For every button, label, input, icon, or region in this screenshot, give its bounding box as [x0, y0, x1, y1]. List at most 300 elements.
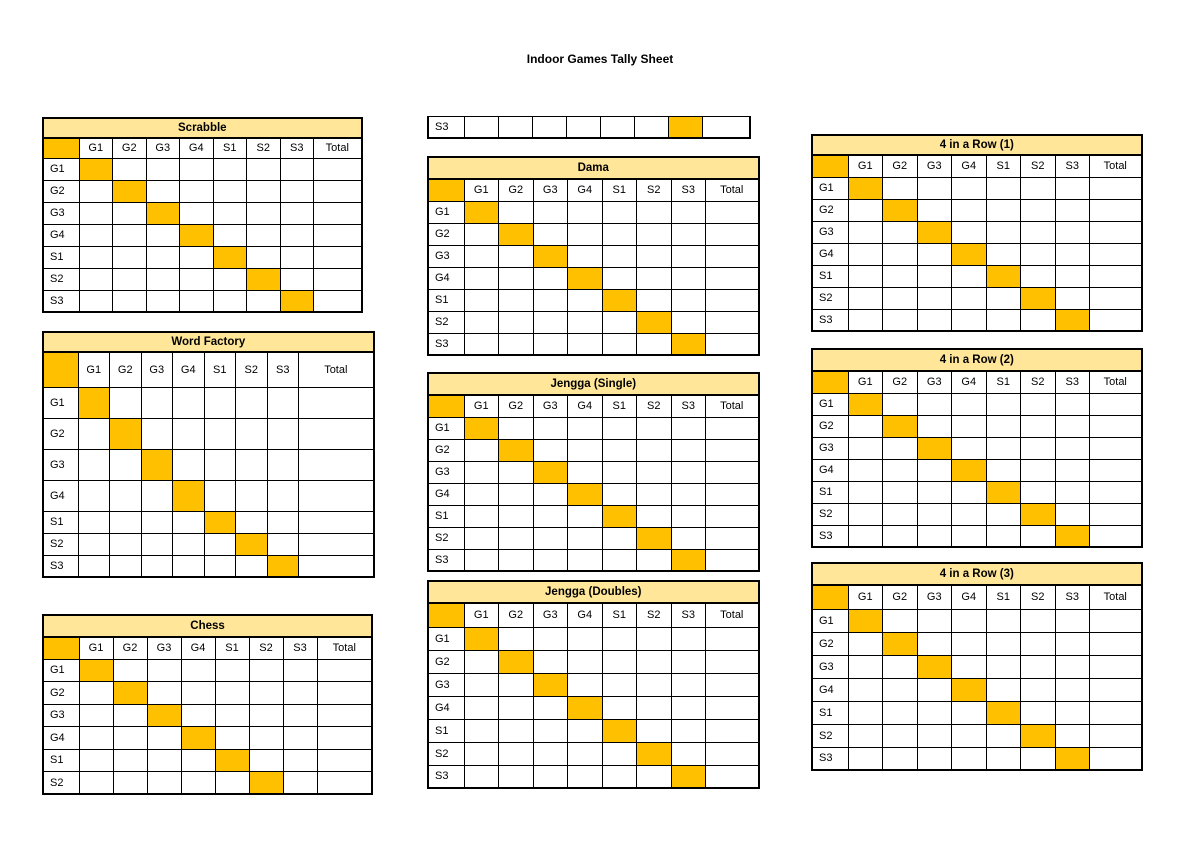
tally-cell[interactable]	[147, 772, 181, 795]
tally-cell[interactable]	[917, 287, 952, 309]
tally-cell[interactable]	[671, 527, 706, 549]
tally-cell[interactable]	[637, 483, 672, 505]
tally-cell[interactable]	[280, 202, 314, 224]
tally-cell[interactable]	[213, 158, 247, 180]
tally-cell[interactable]	[848, 481, 883, 503]
tally-cell[interactable]	[1055, 415, 1090, 437]
tally-cell[interactable]	[952, 437, 987, 459]
total-cell[interactable]	[314, 246, 362, 268]
total-cell[interactable]	[1090, 459, 1142, 481]
tally-cell[interactable]	[533, 505, 568, 527]
total-cell[interactable]	[706, 223, 759, 245]
tally-cell[interactable]	[671, 650, 706, 673]
tally-cell[interactable]	[917, 459, 952, 481]
tally-cell[interactable]	[79, 772, 113, 795]
tally-cell[interactable]	[634, 117, 668, 138]
tally-cell[interactable]	[848, 437, 883, 459]
total-cell[interactable]	[706, 289, 759, 311]
tally-cell[interactable]	[283, 772, 317, 795]
tally-cell[interactable]	[848, 199, 883, 221]
tally-cell[interactable]	[499, 201, 534, 223]
tally-cell[interactable]	[917, 177, 952, 199]
tally-cell[interactable]	[464, 245, 499, 267]
tally-cell[interactable]	[499, 267, 534, 289]
tally-cell[interactable]	[215, 727, 249, 750]
tally-cell[interactable]	[637, 201, 672, 223]
tally-cell[interactable]	[848, 724, 883, 747]
total-cell[interactable]	[317, 772, 372, 795]
tally-cell[interactable]	[236, 480, 268, 511]
tally-cell[interactable]	[173, 449, 205, 480]
tally-cell[interactable]	[499, 417, 534, 439]
tally-cell[interactable]	[1021, 632, 1056, 655]
tally-cell[interactable]	[568, 673, 603, 696]
tally-cell[interactable]	[986, 243, 1021, 265]
tally-cell[interactable]	[79, 202, 113, 224]
tally-cell[interactable]	[146, 290, 180, 312]
tally-cell[interactable]	[917, 393, 952, 415]
tally-cell[interactable]	[1021, 199, 1056, 221]
tally-cell[interactable]	[147, 727, 181, 750]
total-cell[interactable]	[706, 267, 759, 289]
tally-cell[interactable]	[533, 201, 568, 223]
tally-cell[interactable]	[78, 480, 110, 511]
total-cell[interactable]	[317, 749, 372, 772]
tally-cell[interactable]	[952, 481, 987, 503]
tally-cell[interactable]	[113, 246, 147, 268]
total-cell[interactable]	[706, 719, 759, 742]
tally-cell[interactable]	[173, 533, 205, 555]
tally-cell[interactable]	[499, 461, 534, 483]
tally-cell[interactable]	[213, 268, 247, 290]
tally-cell[interactable]	[883, 678, 918, 701]
tally-cell[interactable]	[533, 439, 568, 461]
tally-cell[interactable]	[568, 417, 603, 439]
tally-cell[interactable]	[204, 418, 236, 449]
tally-cell[interactable]	[568, 461, 603, 483]
tally-cell[interactable]	[113, 749, 147, 772]
tally-cell[interactable]	[204, 449, 236, 480]
tally-cell[interactable]	[986, 459, 1021, 481]
tally-cell[interactable]	[499, 245, 534, 267]
tally-cell[interactable]	[848, 459, 883, 481]
tally-cell[interactable]	[180, 268, 214, 290]
tally-cell[interactable]	[280, 224, 314, 246]
tally-cell[interactable]	[79, 682, 113, 705]
tally-cell[interactable]	[533, 289, 568, 311]
tally-cell[interactable]	[1055, 503, 1090, 525]
tally-cell[interactable]	[141, 387, 173, 418]
tally-cell[interactable]	[464, 650, 499, 673]
total-cell[interactable]	[1090, 724, 1142, 747]
total-cell[interactable]	[1090, 221, 1142, 243]
total-cell[interactable]	[1090, 503, 1142, 525]
total-cell[interactable]	[299, 387, 374, 418]
tally-cell[interactable]	[952, 265, 987, 287]
tally-cell[interactable]	[213, 224, 247, 246]
tally-cell[interactable]	[637, 417, 672, 439]
tally-cell[interactable]	[180, 246, 214, 268]
total-cell[interactable]	[299, 480, 374, 511]
total-cell[interactable]	[314, 224, 362, 246]
total-cell[interactable]	[317, 682, 372, 705]
tally-cell[interactable]	[671, 627, 706, 650]
tally-cell[interactable]	[848, 747, 883, 770]
total-cell[interactable]	[706, 461, 759, 483]
tally-cell[interactable]	[600, 117, 634, 138]
tally-cell[interactable]	[637, 245, 672, 267]
tally-cell[interactable]	[986, 393, 1021, 415]
tally-cell[interactable]	[602, 650, 637, 673]
tally-cell[interactable]	[173, 387, 205, 418]
tally-cell[interactable]	[499, 765, 534, 788]
tally-cell[interactable]	[883, 177, 918, 199]
tally-cell[interactable]	[110, 511, 142, 533]
tally-cell[interactable]	[602, 742, 637, 765]
tally-cell[interactable]	[249, 659, 283, 682]
tally-cell[interactable]	[499, 483, 534, 505]
tally-cell[interactable]	[602, 245, 637, 267]
tally-cell[interactable]	[848, 265, 883, 287]
tally-cell[interactable]	[637, 627, 672, 650]
tally-cell[interactable]	[180, 158, 214, 180]
tally-cell[interactable]	[568, 627, 603, 650]
tally-cell[interactable]	[883, 243, 918, 265]
tally-cell[interactable]	[499, 333, 534, 355]
tally-cell[interactable]	[499, 719, 534, 742]
tally-cell[interactable]	[671, 439, 706, 461]
tally-cell[interactable]	[280, 158, 314, 180]
tally-cell[interactable]	[952, 609, 987, 632]
tally-cell[interactable]	[78, 449, 110, 480]
tally-cell[interactable]	[1055, 177, 1090, 199]
tally-cell[interactable]	[113, 158, 147, 180]
tally-cell[interactable]	[180, 290, 214, 312]
tally-cell[interactable]	[986, 287, 1021, 309]
tally-cell[interactable]	[1055, 609, 1090, 632]
tally-cell[interactable]	[533, 696, 568, 719]
tally-cell[interactable]	[568, 650, 603, 673]
tally-cell[interactable]	[1021, 177, 1056, 199]
tally-cell[interactable]	[986, 199, 1021, 221]
tally-cell[interactable]	[499, 505, 534, 527]
tally-cell[interactable]	[499, 311, 534, 333]
tally-cell[interactable]	[602, 439, 637, 461]
tally-cell[interactable]	[215, 682, 249, 705]
tally-cell[interactable]	[78, 533, 110, 555]
total-cell[interactable]	[314, 158, 362, 180]
tally-cell[interactable]	[986, 309, 1021, 331]
tally-cell[interactable]	[1055, 481, 1090, 503]
tally-cell[interactable]	[671, 417, 706, 439]
tally-cell[interactable]	[173, 511, 205, 533]
tally-cell[interactable]	[1021, 655, 1056, 678]
tally-cell[interactable]	[464, 696, 499, 719]
tally-cell[interactable]	[267, 449, 299, 480]
total-cell[interactable]	[706, 439, 759, 461]
tally-cell[interactable]	[637, 673, 672, 696]
tally-cell[interactable]	[1021, 221, 1056, 243]
tally-cell[interactable]	[113, 202, 147, 224]
tally-cell[interactable]	[952, 525, 987, 547]
tally-cell[interactable]	[602, 461, 637, 483]
tally-cell[interactable]	[113, 727, 147, 750]
total-cell[interactable]	[317, 704, 372, 727]
tally-cell[interactable]	[883, 525, 918, 547]
tally-cell[interactable]	[637, 333, 672, 355]
tally-cell[interactable]	[180, 202, 214, 224]
tally-cell[interactable]	[637, 223, 672, 245]
tally-cell[interactable]	[602, 527, 637, 549]
tally-cell[interactable]	[247, 224, 281, 246]
tally-cell[interactable]	[249, 749, 283, 772]
tally-cell[interactable]	[1055, 437, 1090, 459]
tally-cell[interactable]	[267, 533, 299, 555]
tally-cell[interactable]	[533, 417, 568, 439]
tally-cell[interactable]	[637, 650, 672, 673]
tally-cell[interactable]	[917, 525, 952, 547]
tally-cell[interactable]	[602, 765, 637, 788]
tally-cell[interactable]	[146, 158, 180, 180]
total-cell[interactable]	[706, 549, 759, 571]
tally-cell[interactable]	[204, 480, 236, 511]
tally-cell[interactable]	[917, 415, 952, 437]
tally-cell[interactable]	[113, 290, 147, 312]
tally-cell[interactable]	[671, 289, 706, 311]
tally-cell[interactable]	[637, 289, 672, 311]
tally-cell[interactable]	[848, 678, 883, 701]
tally-cell[interactable]	[533, 627, 568, 650]
tally-cell[interactable]	[637, 439, 672, 461]
tally-cell[interactable]	[986, 678, 1021, 701]
tally-cell[interactable]	[1055, 393, 1090, 415]
total-cell[interactable]	[1090, 243, 1142, 265]
tally-cell[interactable]	[637, 719, 672, 742]
tally-cell[interactable]	[204, 387, 236, 418]
tally-cell[interactable]	[671, 742, 706, 765]
tally-cell[interactable]	[568, 549, 603, 571]
tally-cell[interactable]	[986, 655, 1021, 678]
tally-cell[interactable]	[146, 246, 180, 268]
tally-cell[interactable]	[848, 525, 883, 547]
tally-cell[interactable]	[568, 527, 603, 549]
total-cell[interactable]	[702, 117, 750, 138]
tally-cell[interactable]	[848, 701, 883, 724]
total-cell[interactable]	[299, 533, 374, 555]
tally-cell[interactable]	[637, 549, 672, 571]
total-cell[interactable]	[1090, 609, 1142, 632]
tally-cell[interactable]	[180, 180, 214, 202]
tally-cell[interactable]	[247, 158, 281, 180]
tally-cell[interactable]	[986, 724, 1021, 747]
tally-cell[interactable]	[671, 719, 706, 742]
total-cell[interactable]	[314, 268, 362, 290]
tally-cell[interactable]	[917, 747, 952, 770]
total-cell[interactable]	[299, 418, 374, 449]
tally-cell[interactable]	[267, 480, 299, 511]
tally-cell[interactable]	[1055, 243, 1090, 265]
tally-cell[interactable]	[602, 311, 637, 333]
tally-cell[interactable]	[499, 696, 534, 719]
tally-cell[interactable]	[181, 682, 215, 705]
tally-cell[interactable]	[1055, 459, 1090, 481]
tally-cell[interactable]	[113, 772, 147, 795]
tally-cell[interactable]	[79, 749, 113, 772]
total-cell[interactable]	[1090, 437, 1142, 459]
tally-cell[interactable]	[917, 243, 952, 265]
tally-cell[interactable]	[464, 333, 499, 355]
tally-cell[interactable]	[986, 221, 1021, 243]
tally-cell[interactable]	[110, 533, 142, 555]
tally-cell[interactable]	[883, 287, 918, 309]
total-cell[interactable]	[1090, 525, 1142, 547]
tally-cell[interactable]	[883, 503, 918, 525]
tally-cell[interactable]	[78, 418, 110, 449]
tally-cell[interactable]	[146, 180, 180, 202]
tally-cell[interactable]	[146, 268, 180, 290]
tally-cell[interactable]	[602, 223, 637, 245]
tally-cell[interactable]	[464, 527, 499, 549]
tally-cell[interactable]	[1021, 459, 1056, 481]
total-cell[interactable]	[299, 511, 374, 533]
tally-cell[interactable]	[883, 221, 918, 243]
total-cell[interactable]	[1090, 701, 1142, 724]
tally-cell[interactable]	[986, 525, 1021, 547]
tally-cell[interactable]	[236, 555, 268, 577]
tally-cell[interactable]	[236, 418, 268, 449]
tally-cell[interactable]	[533, 223, 568, 245]
tally-cell[interactable]	[671, 201, 706, 223]
tally-cell[interactable]	[602, 483, 637, 505]
tally-cell[interactable]	[671, 505, 706, 527]
tally-cell[interactable]	[215, 772, 249, 795]
tally-cell[interactable]	[79, 246, 113, 268]
tally-cell[interactable]	[499, 527, 534, 549]
tally-cell[interactable]	[213, 290, 247, 312]
total-cell[interactable]	[1090, 655, 1142, 678]
tally-cell[interactable]	[917, 632, 952, 655]
tally-cell[interactable]	[952, 701, 987, 724]
total-cell[interactable]	[1090, 632, 1142, 655]
tally-cell[interactable]	[464, 719, 499, 742]
tally-cell[interactable]	[181, 704, 215, 727]
total-cell[interactable]	[317, 727, 372, 750]
tally-cell[interactable]	[883, 655, 918, 678]
tally-cell[interactable]	[464, 505, 499, 527]
tally-cell[interactable]	[280, 180, 314, 202]
tally-cell[interactable]	[267, 418, 299, 449]
tally-cell[interactable]	[1021, 701, 1056, 724]
tally-cell[interactable]	[79, 268, 113, 290]
tally-cell[interactable]	[883, 481, 918, 503]
tally-cell[interactable]	[147, 749, 181, 772]
tally-cell[interactable]	[671, 483, 706, 505]
tally-cell[interactable]	[247, 246, 281, 268]
tally-cell[interactable]	[883, 747, 918, 770]
tally-cell[interactable]	[952, 199, 987, 221]
tally-cell[interactable]	[499, 289, 534, 311]
tally-cell[interactable]	[247, 202, 281, 224]
tally-cell[interactable]	[141, 511, 173, 533]
tally-cell[interactable]	[568, 201, 603, 223]
tally-cell[interactable]	[1055, 632, 1090, 655]
tally-cell[interactable]	[204, 533, 236, 555]
tally-cell[interactable]	[499, 673, 534, 696]
tally-cell[interactable]	[79, 727, 113, 750]
total-cell[interactable]	[314, 290, 362, 312]
total-cell[interactable]	[706, 483, 759, 505]
tally-cell[interactable]	[883, 609, 918, 632]
tally-cell[interactable]	[283, 682, 317, 705]
tally-cell[interactable]	[464, 117, 498, 138]
total-cell[interactable]	[1090, 309, 1142, 331]
total-cell[interactable]	[706, 527, 759, 549]
total-cell[interactable]	[299, 555, 374, 577]
tally-cell[interactable]	[533, 527, 568, 549]
tally-cell[interactable]	[952, 503, 987, 525]
tally-cell[interactable]	[568, 289, 603, 311]
tally-cell[interactable]	[883, 459, 918, 481]
tally-cell[interactable]	[917, 724, 952, 747]
total-cell[interactable]	[299, 449, 374, 480]
tally-cell[interactable]	[173, 555, 205, 577]
tally-cell[interactable]	[917, 609, 952, 632]
tally-cell[interactable]	[568, 223, 603, 245]
tally-cell[interactable]	[247, 290, 281, 312]
tally-cell[interactable]	[283, 749, 317, 772]
tally-cell[interactable]	[533, 650, 568, 673]
tally-cell[interactable]	[671, 461, 706, 483]
tally-cell[interactable]	[883, 309, 918, 331]
tally-cell[interactable]	[848, 655, 883, 678]
tally-cell[interactable]	[499, 549, 534, 571]
tally-cell[interactable]	[568, 311, 603, 333]
tally-cell[interactable]	[464, 461, 499, 483]
tally-cell[interactable]	[986, 503, 1021, 525]
total-cell[interactable]	[1090, 199, 1142, 221]
tally-cell[interactable]	[280, 246, 314, 268]
tally-cell[interactable]	[602, 673, 637, 696]
tally-cell[interactable]	[533, 742, 568, 765]
tally-cell[interactable]	[602, 417, 637, 439]
tally-cell[interactable]	[78, 511, 110, 533]
total-cell[interactable]	[706, 417, 759, 439]
tally-cell[interactable]	[1021, 437, 1056, 459]
total-cell[interactable]	[706, 333, 759, 355]
tally-cell[interactable]	[147, 682, 181, 705]
tally-cell[interactable]	[1021, 609, 1056, 632]
total-cell[interactable]	[706, 696, 759, 719]
tally-cell[interactable]	[499, 627, 534, 650]
total-cell[interactable]	[706, 245, 759, 267]
tally-cell[interactable]	[110, 555, 142, 577]
tally-cell[interactable]	[113, 659, 147, 682]
tally-cell[interactable]	[464, 223, 499, 245]
tally-cell[interactable]	[1021, 265, 1056, 287]
tally-cell[interactable]	[1055, 678, 1090, 701]
tally-cell[interactable]	[533, 333, 568, 355]
tally-cell[interactable]	[113, 704, 147, 727]
tally-cell[interactable]	[464, 549, 499, 571]
tally-cell[interactable]	[110, 449, 142, 480]
tally-cell[interactable]	[883, 437, 918, 459]
total-cell[interactable]	[706, 505, 759, 527]
tally-cell[interactable]	[213, 180, 247, 202]
tally-cell[interactable]	[498, 117, 532, 138]
tally-cell[interactable]	[952, 221, 987, 243]
tally-cell[interactable]	[249, 727, 283, 750]
tally-cell[interactable]	[141, 533, 173, 555]
